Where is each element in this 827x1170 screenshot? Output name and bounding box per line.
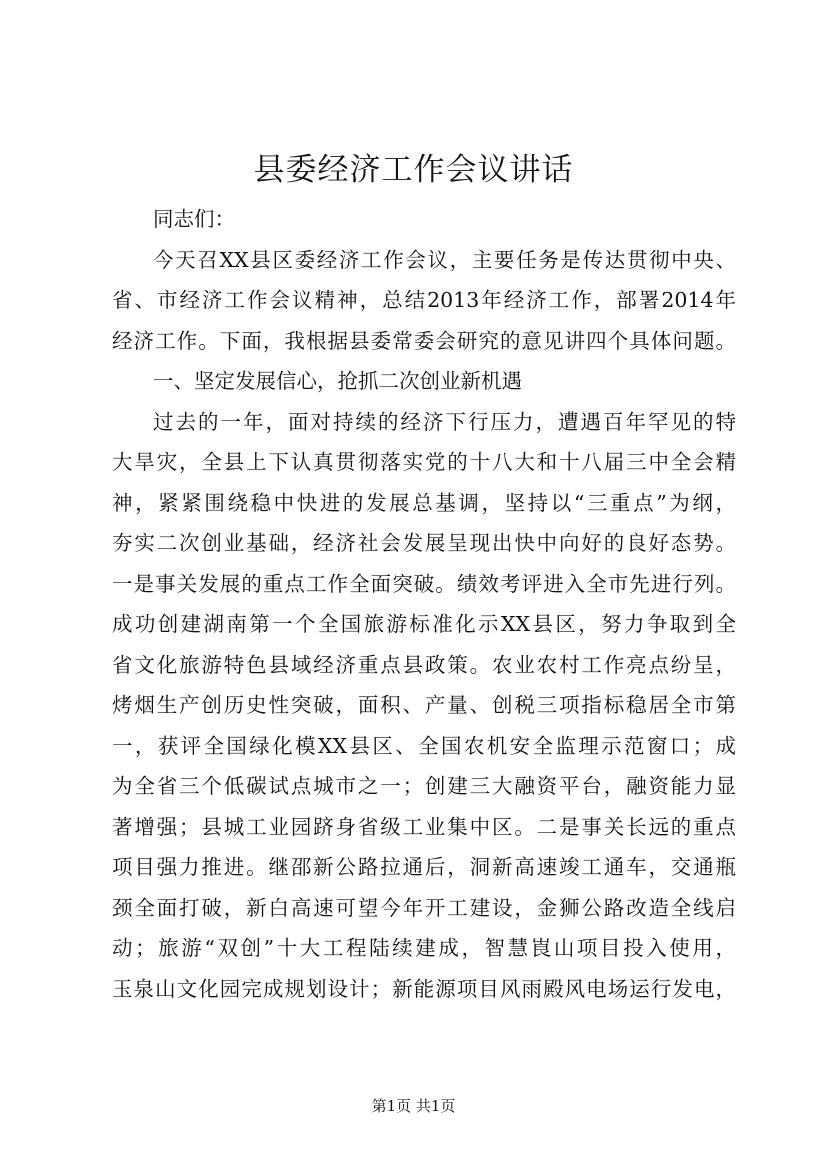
paragraph-line: 神，紧紧围绕稳中快进的发展总基调，坚持以“三重点”为纲， — [112, 490, 736, 515]
paragraph-line: 著增强；县城工业园跻身省级工业集中区。二是事关长远的重点 — [112, 814, 736, 839]
paragraph-line: 夯实二次创业基础，经济社会发展呈现出快中向好的良好态势。 — [112, 531, 736, 555]
page-footer: 第1页 共1页 — [371, 1097, 456, 1115]
paragraph-line: 玉泉山文化园完成规划设计；新能源项目风雨殿风电场运行发电， — [112, 976, 736, 1001]
paragraph-line: 大旱灾，全县上下认真贯彻落实党的十八大和十八届三中全会精 — [112, 450, 736, 474]
paragraph-line: 经济工作。下面，我根据县委常委会研究的意见讲四个具体问题。 — [112, 328, 736, 353]
paragraph-line: 今天召XX县区委经济工作会议，主要任务是传达贯彻中央、 — [153, 247, 736, 272]
paragraph-line: 省文化旅游特色县域经济重点县政策。农业农村工作亮点纷呈， — [112, 652, 736, 677]
section-heading: 一、坚定发展信心，抢抓二次创业新机遇 — [153, 369, 522, 393]
salutation: 同志们： — [153, 207, 235, 231]
paragraph-line: 颈全面打破，新白高速可望今年开工建设，金狮公路改造全线启 — [112, 895, 736, 920]
document-body — [112, 199, 736, 1009]
paragraph-line: 省、市经济工作会议精神，总结2013年经济工作，部署2014年 — [112, 288, 736, 312]
paragraph-line: 烤烟生产创历史性突破，面积、产量、创税三项指标稳居全市第 — [112, 693, 736, 717]
paragraph-line: 过去的一年，面对持续的经济下行压力，遭遇百年罕见的特 — [153, 409, 736, 434]
paragraph-line: 动；旅游“双创”十大工程陆续建成，智慧崀山项目投入使用， — [112, 936, 736, 960]
paragraph-line: 一是事关发展的重点工作全面突破。绩效考评进入全市先进行列。 — [112, 571, 736, 596]
paragraph-line: 项目强力推进。继邵新公路拉通后，洞新高速竣工通车，交通瓶 — [112, 855, 736, 879]
paragraph-line: 为全省三个低碳试点城市之一；创建三大融资平台，融资能力显 — [112, 774, 736, 798]
page-title: 县委经济工作会议讲话 — [253, 152, 574, 188]
paragraph-line: 成功创建湖南第一个全国旅游标准化示XX县区，努力争取到全 — [112, 612, 736, 636]
paragraph-line: 一，获评全国绿化模XX县区、全国农机安全监理示范窗口；成 — [112, 733, 736, 758]
